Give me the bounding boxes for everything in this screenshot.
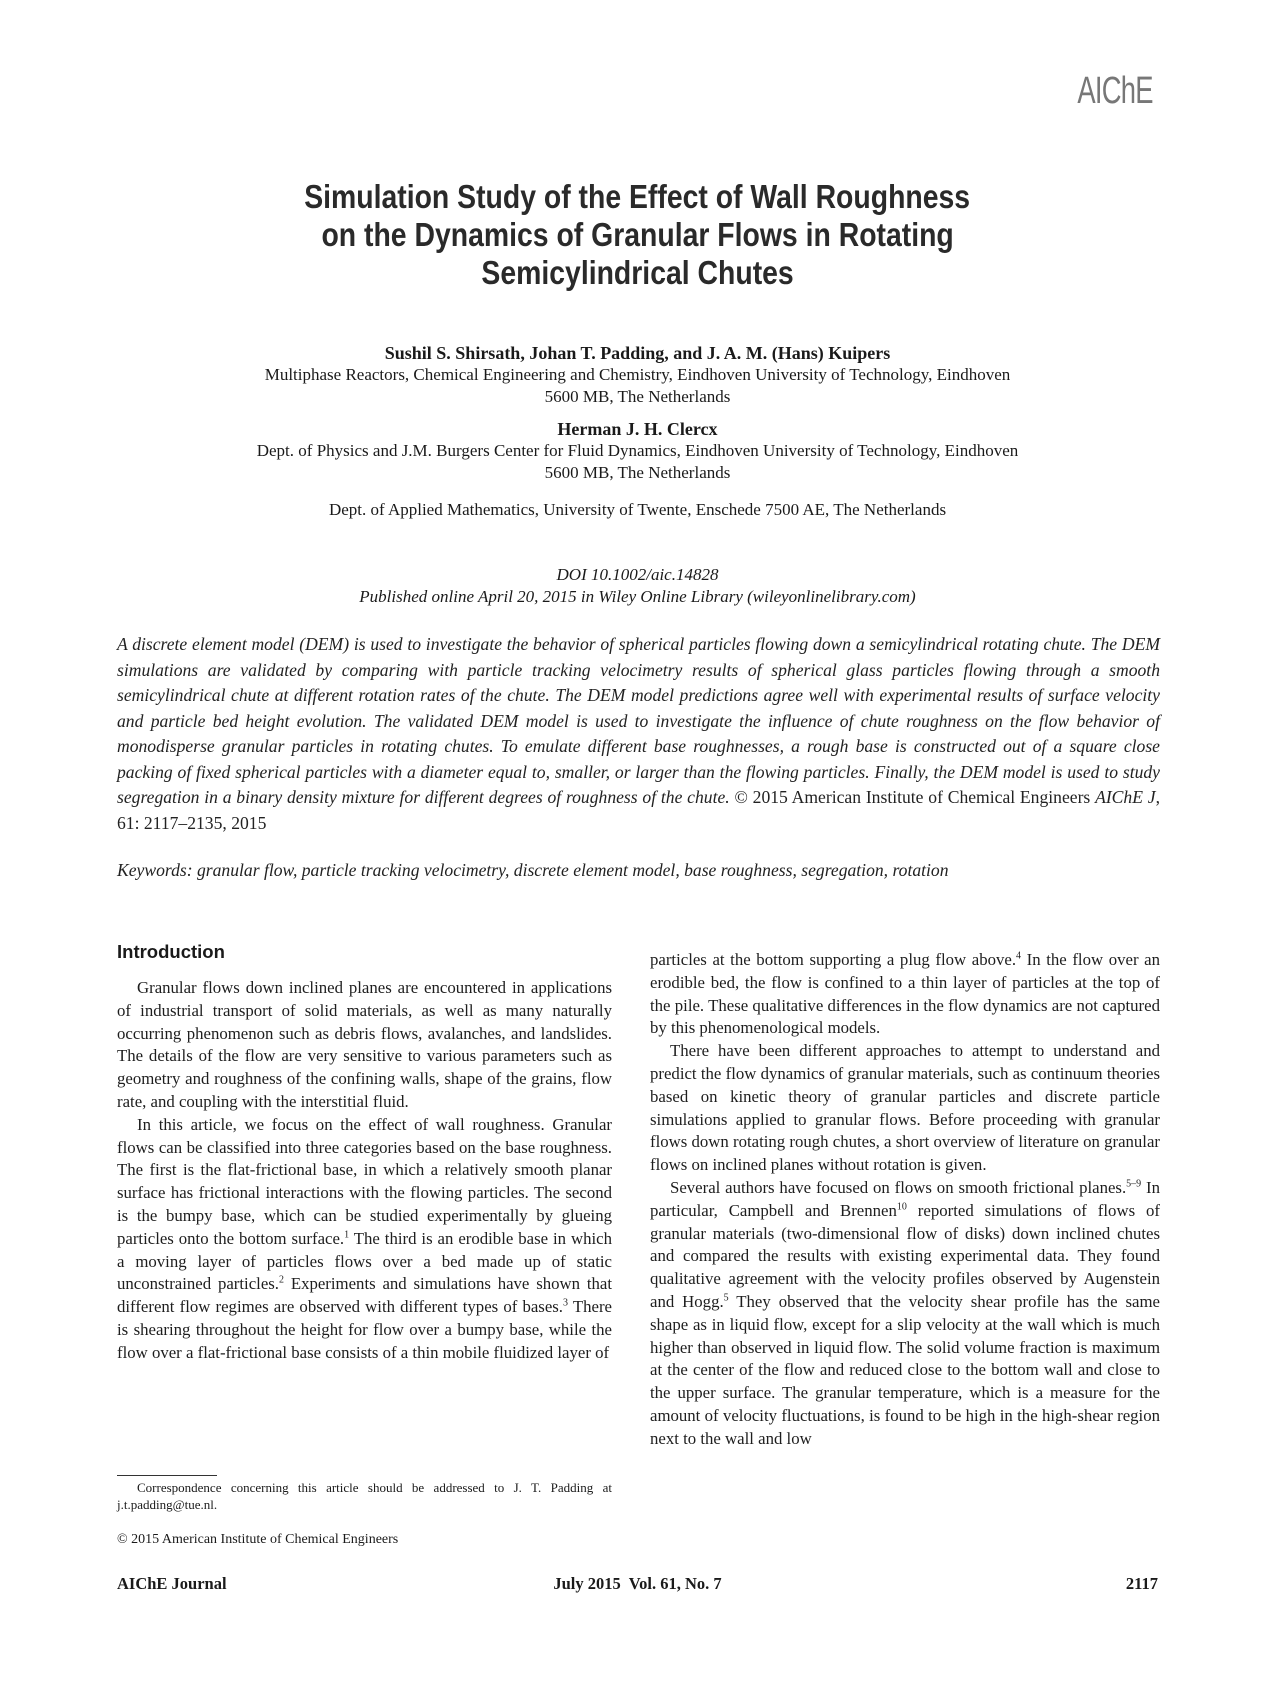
affiliation-1-line-2: 5600 MB, The Netherlands <box>544 387 731 406</box>
article-title <box>0 178 1275 292</box>
abstract-copyright: © 2015 American Institute of Chemical Engineers <box>734 787 1096 807</box>
copyright-note: © 2015 American Institute of Chemical Engineers <box>117 1532 399 1547</box>
affiliation-2 <box>0 440 1275 484</box>
citation-ref[interactable]: 3 <box>563 1297 569 1309</box>
right-paragraph-1 <box>650 949 1160 1040</box>
citation-ref[interactable]: 1 <box>344 1229 350 1241</box>
left-paragraph-2 <box>117 1114 612 1365</box>
left-paragraph-1: Granular flows down inclined planes are encountered in applications of industrial transport of solid materials, as well as many naturally occurring phenomenon such as debris flows, avalanches, and landslides. The details of the flow are very sensitive to various parameters such as geometry and roughness of the confining walls, shape of the grains, flow rate, and coupling with the interstitial fluid. <box>117 978 612 1111</box>
authors-group-2: Herman J. H. Clercx <box>557 419 718 439</box>
title-line-2: on the Dynamics of Granular Flows in Rotating <box>321 216 954 253</box>
abstract-journal: AIChE J <box>1095 787 1156 807</box>
authors-group-1: Sushil S. Shirsath, Johan T. Padding, and J. A. M. (Hans) Kuipers <box>384 343 891 363</box>
affiliation-2-line-1: Dept. of Physics and J.M. Burgers Center for Fluid Dynamics, Eindhoven University of Technology, Eindhoven <box>256 441 1019 460</box>
publication-info: Published online April 20, 2015 in Wiley Online Library (wileyonlinelibrary.com) <box>359 587 916 606</box>
abstract-text: A discrete element model (DEM) is used to investigate the behavior of spherical particles flowing down a semicylindrical rotating chute. The DEM simulations are validated by comparing with particle tracking velocimetry results of spherical glass particles flowing through a smooth semicylindrical chute at different rotation rates of the chute. The DEM model predictions agree well with experimental results of surface velocity and particle bed height evolution. The validated DEM model is used to investigate the influence of chute roughness on the flow behavior of monodisperse granular particles in rotating chutes. To emulate different base roughnesses, a rough base is constructed out of a square close packing of fixed spherical particles with a diameter equal to, smaller, or larger than the flowing particles. Finally, the DEM model is used to study segregation in a binary density mixture for different degrees of roughness of the chute. <box>117 634 1160 807</box>
section-heading-introduction: Introduction <box>117 941 225 962</box>
right-paragraph-2: There have been different approaches to attempt to understand and predict the flow dynamics of granular materials, such as continuum theories based on kinetic theory of granular particles and discrete particle simulations applied to granular flows. Before proceeding with granular flows down rotating rough chutes, a short overview of literature on granular flows on inclined planes without rotation is given. <box>650 1041 1160 1175</box>
citation-ref[interactable]: 10 <box>896 1201 907 1213</box>
affiliation-3: Dept. of Applied Mathematics, University of Twente, Enschede 7500 AE, The Netherlands <box>328 500 947 519</box>
left-p2-text-c: Experiments and simulations have shown that different flow regimes are observed with different types of bases. <box>117 1274 613 1317</box>
footer-page-number: 2117 <box>1125 1574 1158 1593</box>
right-p3-text-c: reported simulations of flows of granular materials (two-dimensional flow of disks) down inclined chutes and compared the results with existing experimental data. They found qualitative agreement with the velocity profiles observed by Augenstein and Hogg. <box>650 1200 1160 1311</box>
doi[interactable]: DOI 10.1002/aic.14828 <box>556 565 719 584</box>
correspondence-note: Correspondence concerning this article should be addressed to J. T. Padding at j.t.padding@tue.nl. <box>117 1480 612 1512</box>
keywords: Keywords: granular flow, particle tracking velocimetry, discrete element model, base roughness, segregation, rotation <box>117 860 949 880</box>
right-p3-text-d: They observed that the velocity shear profile has the same shape as in liquid flow, except for a slip velocity at the wall which is much higher than observed in liquid flow. The solid volume fraction is maximum at the center of the flow and reduced close to the bottom wall and close to the upper surface. The granular temperature, which is a measure for the amount of velocity fluctuations, is found to be high in the high-shear region next to the wall and low <box>650 1291 1160 1448</box>
right-paragraph-3 <box>650 1177 1160 1451</box>
left-p2-text-a: In this article, we focus on the effect of wall roughness. Granular flows can be classified into three categories based on the base roughness. The first is the flat-frictional base, in which a relatively smooth planar surface has frictional interactions with the flowing particles. The second is the bumpy base, which can be studied experimentally by glueing particles onto the bottom surface. <box>117 1114 612 1248</box>
right-p1-text-b: In the flow over an erodible bed, the flow is confined to a thin layer of particles at the top of the pile. These qualitative differences in the flow dynamics are not captured by this phenomenological models. <box>650 950 1160 1038</box>
left-p2-text-b: The third is an erodible base in which a moving layer of particles flows over a bed made up of static unconstrained particles. <box>117 1228 612 1294</box>
title-line-3: Semicylindrical Chutes <box>481 254 794 291</box>
left-p2-text-d: There is shearing throughout the height for flow over a bumpy base, while the flow over a flat-frictional base consists of a thin mobile fluidized layer of <box>117 1297 612 1362</box>
right-p3-text-a: Several authors have focused on flows on smooth frictional planes. <box>670 1177 1127 1197</box>
citation-ref[interactable]: 5 <box>723 1292 729 1304</box>
footer-issue: July 2015 Vol. 61, No. 7 <box>553 1574 722 1593</box>
journal-logo: AIChE <box>1077 70 1153 112</box>
footnote-rule <box>117 1475 217 1476</box>
title-line-1: Simulation Study of the Effect of Wall Roughness <box>304 178 971 215</box>
affiliation-1 <box>0 364 1275 408</box>
abstract-citation: , 61: 2117–2135, 2015 <box>117 787 1160 833</box>
right-column <box>650 949 1160 1451</box>
footer-journal: AIChE Journal <box>117 1574 227 1593</box>
citation-ref[interactable]: 2 <box>279 1274 284 1286</box>
citation-ref[interactable]: 4 <box>1016 950 1022 962</box>
left-column <box>117 977 612 1365</box>
right-p1-text-a: particles at the bottom supporting a plug flow above. <box>650 950 1017 969</box>
citation-ref[interactable]: 5–9 <box>1126 1178 1142 1190</box>
right-p3-text-b: In particular, Campbell and Brennen <box>650 1177 1160 1220</box>
abstract <box>117 632 1160 836</box>
affiliation-2-line-2: 5600 MB, The Netherlands <box>544 463 731 482</box>
affiliation-1-line-1: Multiphase Reactors, Chemical Engineering and Chemistry, Eindhoven University of Technology, Eindhoven <box>264 365 1011 384</box>
